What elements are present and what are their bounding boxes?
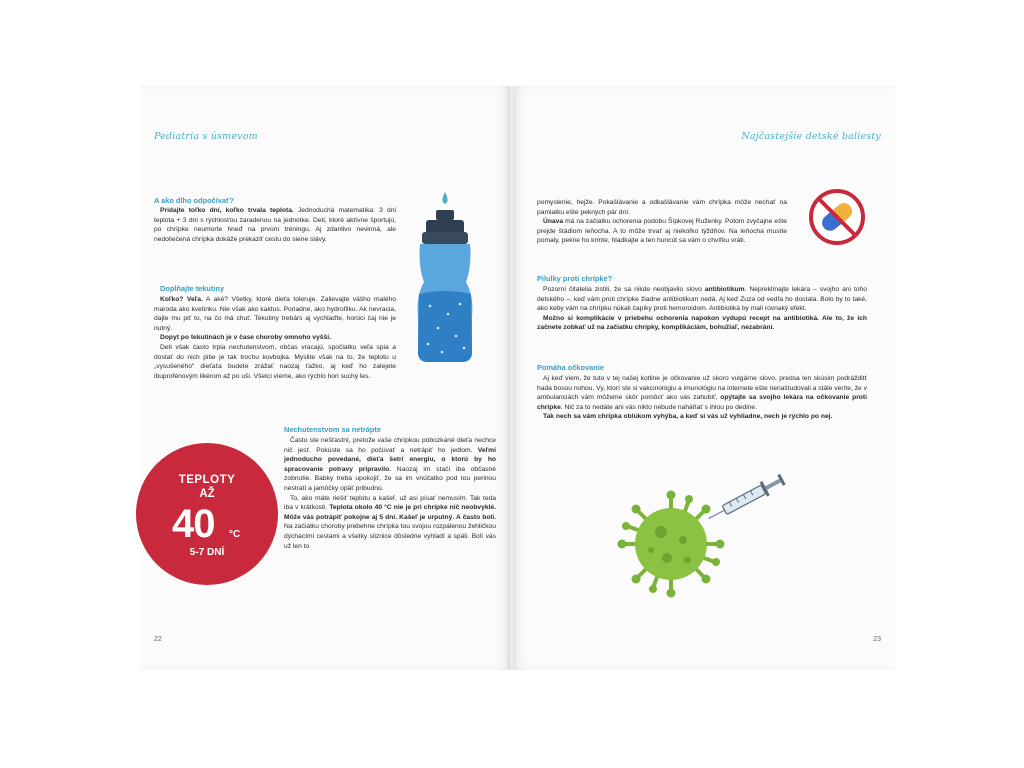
- heading-pills: Pilulky proti chrípke?: [537, 274, 613, 283]
- running-head-left: Pediatria s úsmevom: [154, 131, 258, 142]
- bold-text: Teplota okolo 40 °C nie je pri chrípke nič neobvyklé. Môže vás potrápiť pokojne aj 5 dní. Kašeľ je urputný. A často bolí.: [284, 504, 496, 521]
- paragraph: [154, 295, 396, 333]
- text: Na začiatku choroby prebehne chrípka tou svojou rozpálenou žehličkou dýchacími cestami a všetky sliznice dôsledne vyhladí a spáli. Bolí vás už len to: [284, 523, 496, 550]
- bold-text: Veľmi jednoducho povedané, dieťa šetrí energiu, o ktorú by ho spracovanie potravy pripravilo.: [284, 446, 496, 473]
- bold-text: opýtajte sa svojho lekára na očkovanie proti chrípke: [537, 394, 867, 411]
- badge-line1: TEPLOTY: [178, 474, 236, 486]
- badge-line4: 5-7 DNÍ: [189, 547, 225, 558]
- bold-text: Tak nech sa vám chrípka oblúkom vyhýba, a keď si vás už vyhliadne, nech je rýchlo po nej.: [543, 413, 833, 421]
- bold-text: antibiotikum: [704, 286, 745, 293]
- book-spread: [140, 86, 895, 670]
- running-head-right: Najčastejšie detské baliesty: [741, 131, 881, 142]
- left-page: [140, 86, 510, 670]
- water-bottle-icon: [408, 186, 482, 366]
- text: má na začiatku ochorenia podobu Šípkovej Ruženky. Potom zvyčajne ešte prejde štádiom leňocha. A to môže trvať aj niekoľko týždňov. Na leňocha musíte pomaly, pekne ho krmte, hladkajte a ten huncút sa vám o chvíľku vráti.: [537, 218, 787, 245]
- paragraph: Deti však často trpia nechutenstvom, občas vracajú, spočiatku veľa spia a dostať do nich pitie je tak trochu kovbojka. Myslite však na to, že teplotu u „vysušeného“ dieťaťa budete zrážať naozaj ťažko, aj keď ho zalejete ibuprofénovým likérom až po uši. Všetci vieme, ako rýchlo hori suchý les.: [154, 343, 396, 380]
- paragraph: [154, 333, 396, 343]
- heading-fluids: Doplňajte tekutiny: [160, 284, 225, 293]
- badge-line2: AŽ: [199, 488, 215, 500]
- section-appetite-text: [284, 436, 496, 551]
- section-fluids-text: [154, 295, 396, 381]
- paragraph: [284, 436, 496, 494]
- bold-text: Možno si komplikácie v priebehu ochorenia napokon vydupú recept na antibiotiká. Ale to, že ich začnete zobkať už na začiatku chrípky, komplikáciám, bohužiaľ, nezabráni.: [537, 314, 867, 332]
- page-number-right: 23: [873, 636, 881, 643]
- text: A aké? Všetky, ktoré dieťa toleruje. Zalievajte vášho malého maroda ako kvetinku. Nie však ako kaktus. Poriadne, ako hydrofilku. Ak nevracia, dajte mu piť to, na čo má chuť. Tekutiny trebárs aj vychlaďte, horúci čaj nie je nutný.: [154, 296, 396, 332]
- no-pills-icon: [808, 188, 866, 246]
- text: Často ste nešťastní, pretože vaše chrípkou pobozkané dieťa nechce nič jesť. Pokúste sa ho počúvať a netrápiť ho jedlom.: [284, 437, 496, 454]
- paragraph: pomyslenie, hejže. Pokašlávanie a odkašlávanie vám chrípka môže nechať na pamiatku ešte pekných pár dní.: [537, 199, 787, 216]
- badge-number: 40: [172, 502, 215, 546]
- paragraph: [154, 206, 396, 244]
- text: Jednoduchá matematika: 3 dni teplota + 3 dni s rýchlosťou zaradenou na jednotke. Deti, ktoré aktívne športujú, po chrípke neumorte hneď na prvom tréningu. Aj zdanlivo nevinná, ale nedoliečená chrípka dokáže prekaziť cestu do siene slávy.: [154, 207, 396, 243]
- paragraph: [537, 217, 787, 246]
- text: Aj keď viem, že tuto v tej našej kotline je očkovanie už skoro vulgárne slovo, predsa len skúsim podrážditť hada bosou nohou. Vy, ktorí ste si vakcinológiu a imunológiu na internete ešte nenaštudovali a stále veríte, že v ambulanciách vám môžeme skôr pomôcť ako vás zahubiť,: [537, 375, 867, 402]
- heading-rest: A ako dlho odpočívať?: [154, 196, 235, 205]
- bold-text: Pridajte toľko dní, koľko trvala teplota.: [160, 207, 294, 214]
- paragraph: [537, 374, 867, 412]
- paragraph: [284, 494, 496, 552]
- bold-text: Únava: [543, 218, 564, 226]
- virus-syringe-icon: [613, 464, 813, 604]
- bold-text: Koľko? Veľa.: [160, 296, 203, 303]
- page-number-left: 22: [154, 636, 162, 643]
- badge-unit: °C: [229, 529, 241, 540]
- text: Pozorní čitatelia zistili, že sa nikde neobjavilo slovo: [543, 286, 705, 293]
- paragraph: [537, 412, 867, 422]
- text: . Nepreklínajte lekára – svojho ani toho detského –, keď vám proti chrípke žiadne antibiotikum nedá. Aj keď Zuza od vedľa ho dostala. Bolo by to také, ako keby vám na chrípku núkali čapíky proti hemoroidom. Antibiotiká by mali rovnaký efekt.: [537, 286, 867, 313]
- paragraph: [537, 314, 867, 333]
- section-pills-text: [537, 285, 867, 333]
- intro-text: [537, 198, 787, 246]
- section-rest-text: [154, 206, 396, 244]
- text: Naozaj im stačí iba občasné zobnutie. Babky treba upokojiť, že sa im vnúčatko pod tou perinou nestratí a jamôčky opäť pribudnú.: [284, 465, 496, 492]
- fever-badge: [136, 443, 278, 585]
- heading-appetite: Nechutenstvom sa netrápte: [284, 425, 381, 434]
- section-vaccination-text: [537, 374, 867, 422]
- text: . Nič za to nedáte ani vás nikto nebude naháňať s ihlou po dedine.: [560, 403, 758, 411]
- heading-vaccination: Pomáha očkovanie: [537, 363, 604, 372]
- text: To, ako máte riešiť teplotu a kašeľ, už asi písať nemusím. Tak teda iba v krátkosti.: [284, 494, 496, 512]
- right-page: [513, 86, 895, 670]
- bold-text: Dopyt po tekutinách je v čase choroby omnoho vyšší.: [160, 334, 331, 342]
- paragraph: [537, 285, 867, 314]
